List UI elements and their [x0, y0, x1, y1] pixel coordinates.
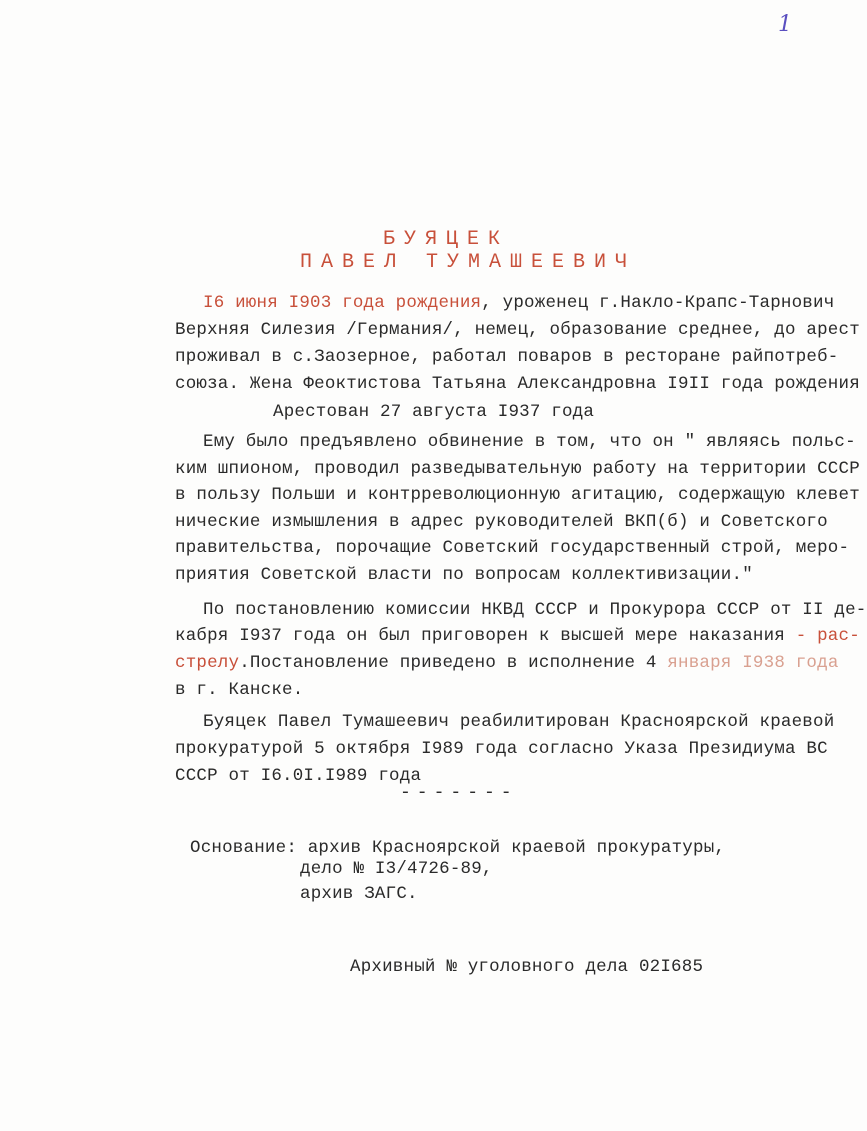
- paragraph1-line1-rest: , уроженец г.Накло-Крапс-Тарнович: [481, 293, 835, 313]
- paragraph3-line2-red: - рас-: [785, 626, 860, 646]
- paragraph2-line2: ким шпионом, проводил разведывательную работу на территории СССР: [175, 459, 860, 479]
- birth-date-red: I6 июня I903 года рождения: [203, 293, 482, 313]
- arrested-line: Арестован 27 августа I937 года: [273, 402, 595, 422]
- basis-line3: архив ЗАГС.: [300, 884, 418, 904]
- page-number-mark: 1: [778, 12, 792, 37]
- paragraph3-line3-black: .Постановление приведено в исполнение 4: [239, 653, 668, 673]
- title-names: ПАВЕЛ ТУМАШЕЕВИЧ: [300, 251, 637, 274]
- paragraph3-line1: По постановлению комиссии НКВД СССР и Прокурора СССР от II де-: [203, 600, 867, 620]
- paragraph4-line3: СССР от I6.0I.I989 года: [175, 766, 422, 786]
- basis-label: Основание:: [190, 838, 298, 858]
- paragraph2-line4: нические измышления в адрес руководителей ВКП(б) и Советского: [175, 512, 828, 532]
- paragraph1-line1: [203, 293, 834, 313]
- paragraph4-line1: Буяцек Павел Тумашеевич реабилитирован Красноярской краевой: [203, 712, 835, 732]
- basis-source1: архив Красноярской краевой прокуратуры,: [307, 838, 726, 858]
- separator-dashes: -------: [400, 783, 518, 803]
- paragraph4-line2: прокуратурой 5 октября I989 года согласно Указа Президиума ВС: [175, 739, 828, 759]
- basis-line1: [190, 838, 725, 858]
- paragraph3-line4: в г. Канске.: [175, 680, 304, 700]
- paragraph1-line3: проживал в с.Заозерное, работал поваров в ресторане райпотреб-: [175, 347, 839, 367]
- paragraph3-line3-red: стрелу: [175, 653, 240, 673]
- basis-line2: дело № I3/4726-89,: [300, 859, 493, 879]
- paragraph3-line2: [175, 626, 860, 646]
- paragraph3-line3-faded: января I938 года: [667, 653, 839, 673]
- paragraph3-line2-black: кабря I937 года он был приговорен к высшей мере наказания: [175, 626, 785, 646]
- paragraph1-line4: союза. Жена Феоктистова Татьяна Александровна I9II года рождения: [175, 374, 860, 394]
- paragraph2-line3: в пользу Польши и контрреволюционную агитацию, содержащую клевет: [175, 485, 860, 505]
- paragraph2-line5: правительства, порочащие Советский государственный строй, меро-: [175, 538, 850, 558]
- paragraph1-line2: Верхняя Силезия /Германия/, немец, образование среднее, до арест: [175, 320, 860, 340]
- paragraph2-line1: Ему было предъявлено обвинение в том, что он " являясь польс-: [203, 432, 856, 452]
- title-surname: БУЯЦЕК: [383, 228, 510, 251]
- paragraph3-line3: [175, 653, 839, 673]
- paragraph2-line6: приятия Советской власти по вопросам коллективизации.": [175, 565, 753, 585]
- archive-number: Архивный № уголовного дела 02I685: [350, 957, 704, 977]
